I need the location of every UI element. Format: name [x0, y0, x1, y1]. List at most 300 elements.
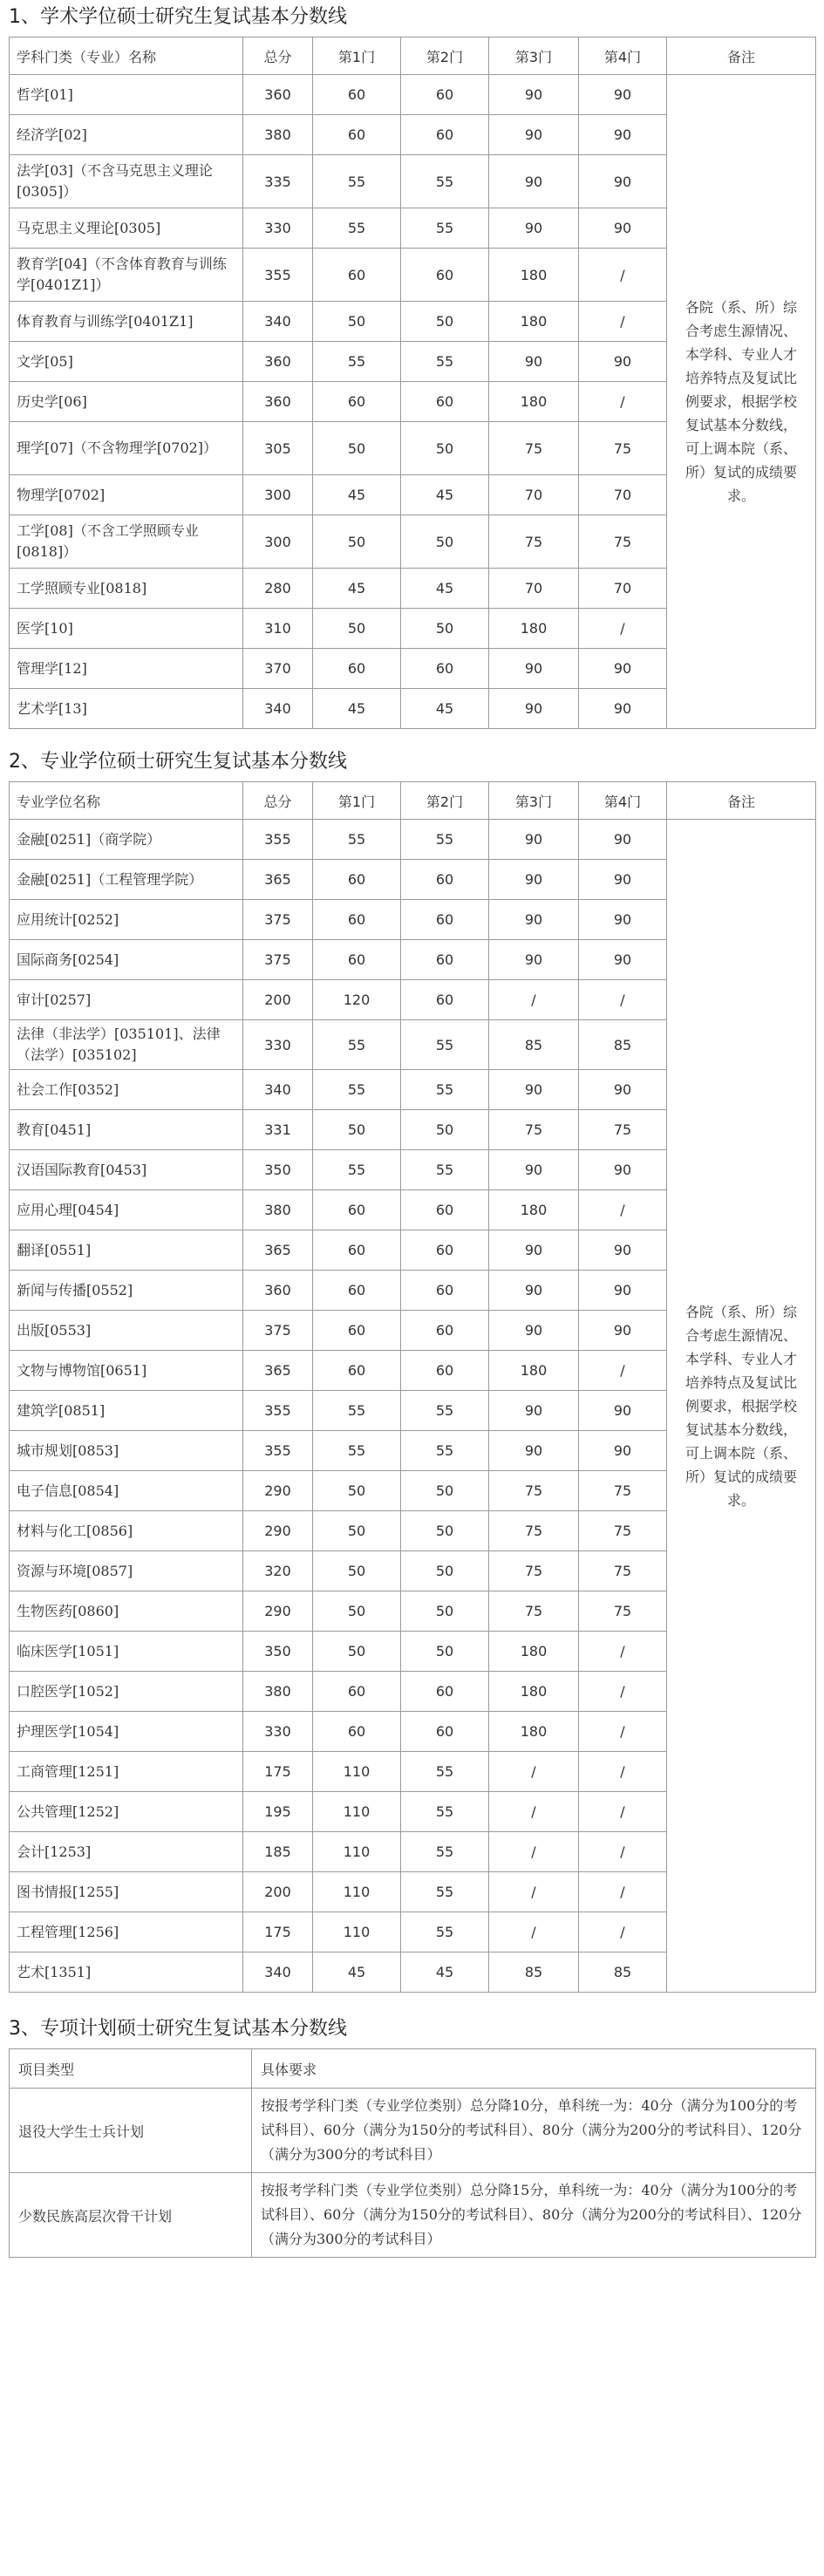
total-score-cell: 365 — [243, 1230, 313, 1271]
subject-3-cell: 180 — [489, 302, 579, 342]
subject-2-cell: 50 — [401, 422, 489, 475]
section-1-title: 1、学术学位硕士研究生复试基本分数线 — [9, 6, 347, 28]
subject-2-cell: 60 — [401, 1271, 489, 1311]
subject-4-cell: 75 — [579, 1591, 667, 1632]
subject-1-cell: 60 — [313, 115, 401, 155]
total-score-cell: 375 — [243, 900, 313, 940]
program-name-cell: 汉语国际教育[0453] — [10, 1150, 243, 1190]
page — [9, 0, 815, 2258]
subject-1-cell: 45 — [313, 1952, 401, 1993]
table-row — [10, 2089, 816, 2173]
subject-1-cell: 60 — [313, 1672, 401, 1712]
subject-3-cell: 75 — [489, 422, 579, 475]
subject-2-cell: 60 — [401, 940, 489, 980]
subject-1-cell: 50 — [313, 1551, 401, 1591]
subject-2-cell: 50 — [401, 1551, 489, 1591]
subject-2-cell: 60 — [401, 1230, 489, 1271]
subject-3-cell: 90 — [489, 1311, 579, 1351]
subject-4-cell: 90 — [579, 860, 667, 900]
total-score-cell: 175 — [243, 1752, 313, 1792]
subject-4-cell: 90 — [579, 649, 667, 689]
subject-3-cell: 75 — [489, 1591, 579, 1632]
subject-1-cell: 50 — [313, 1511, 401, 1551]
header-cell: 具体要求 — [252, 2049, 816, 2089]
subject-4-cell: 90 — [579, 820, 667, 860]
subject-2-cell: 55 — [401, 155, 489, 208]
academic-degree-table — [9, 37, 816, 729]
subject-3-cell: 180 — [489, 1351, 579, 1391]
program-name-cell: 文学[05] — [10, 342, 243, 382]
special-plan-table — [9, 2048, 816, 2258]
subject-2-cell: 55 — [401, 820, 489, 860]
total-score-cell: 280 — [243, 569, 313, 609]
subject-3-cell: 90 — [489, 860, 579, 900]
table-row — [10, 2173, 816, 2258]
subject-4-cell: 90 — [579, 75, 667, 115]
total-score-cell: 365 — [243, 1351, 313, 1391]
total-score-cell: 340 — [243, 689, 313, 729]
header-cell: 第3门 — [489, 37, 579, 75]
program-name-cell: 材料与化工[0856] — [10, 1511, 243, 1551]
subject-1-cell: 60 — [313, 1712, 401, 1752]
subject-4-cell: / — [579, 382, 667, 422]
header-cell: 第2门 — [401, 37, 489, 75]
program-name-cell: 图书情报[1255] — [10, 1872, 243, 1912]
subject-3-cell: 75 — [489, 1110, 579, 1150]
professional-degree-table — [9, 781, 816, 1993]
total-score-cell: 310 — [243, 609, 313, 649]
program-name-cell: 工学照顾专业[0818] — [10, 569, 243, 609]
subject-4-cell: 90 — [579, 1230, 667, 1271]
subject-3-cell: 180 — [489, 1190, 579, 1230]
total-score-cell: 290 — [243, 1471, 313, 1511]
subject-4-cell: 70 — [579, 569, 667, 609]
subject-2-cell: 55 — [401, 1150, 489, 1190]
program-name-cell: 经济学[02] — [10, 115, 243, 155]
subject-1-cell: 60 — [313, 382, 401, 422]
subject-1-cell: 50 — [313, 422, 401, 475]
subject-2-cell: 55 — [401, 1431, 489, 1471]
program-name-cell: 会计[1253] — [10, 1832, 243, 1872]
subject-2-cell: 55 — [401, 1752, 489, 1792]
subject-4-cell: 90 — [579, 940, 667, 980]
subject-1-cell: 110 — [313, 1912, 401, 1952]
subject-2-cell: 55 — [401, 342, 489, 382]
header-cell: 第2门 — [401, 782, 489, 820]
subject-1-cell: 60 — [313, 1230, 401, 1271]
section-2-title: 2、专业学位硕士研究生复试基本分数线 — [9, 751, 347, 773]
total-score-cell: 340 — [243, 302, 313, 342]
total-score-cell: 360 — [243, 382, 313, 422]
header-cell: 第1门 — [313, 782, 401, 820]
total-score-cell: 195 — [243, 1792, 313, 1832]
total-score-cell: 200 — [243, 1872, 313, 1912]
subject-4-cell: 75 — [579, 1551, 667, 1591]
program-name-cell: 理学[07]（不含物理学[0702]） — [10, 422, 243, 475]
subject-1-cell: 55 — [313, 208, 401, 249]
total-score-cell: 380 — [243, 1190, 313, 1230]
program-name-cell: 社会工作[0352] — [10, 1070, 243, 1110]
subject-4-cell: / — [579, 1190, 667, 1230]
subject-4-cell: 90 — [579, 115, 667, 155]
program-name-cell: 出版[0553] — [10, 1311, 243, 1351]
subject-3-cell: 75 — [489, 1551, 579, 1591]
subject-4-cell: 85 — [579, 1952, 667, 1993]
subject-2-cell: 50 — [401, 1632, 489, 1672]
subject-3-cell: 180 — [489, 1712, 579, 1752]
total-score-cell: 300 — [243, 515, 313, 569]
subject-4-cell: 90 — [579, 1150, 667, 1190]
subject-1-cell: 45 — [313, 569, 401, 609]
header-cell: 第3门 — [489, 782, 579, 820]
subject-3-cell: 90 — [489, 649, 579, 689]
program-name-cell: 口腔医学[1052] — [10, 1672, 243, 1712]
program-name-cell: 应用心理[0454] — [10, 1190, 243, 1230]
subject-2-cell: 50 — [401, 1591, 489, 1632]
subject-1-cell: 55 — [313, 1431, 401, 1471]
subject-3-cell: / — [489, 1792, 579, 1832]
total-score-cell: 320 — [243, 1551, 313, 1591]
subject-3-cell: 180 — [489, 1672, 579, 1712]
total-score-cell: 375 — [243, 1311, 313, 1351]
subject-2-cell: 45 — [401, 689, 489, 729]
subject-3-cell: / — [489, 1832, 579, 1872]
subject-4-cell: / — [579, 1832, 667, 1872]
subject-3-cell: 90 — [489, 900, 579, 940]
program-name-cell: 应用统计[0252] — [10, 900, 243, 940]
subject-1-cell: 45 — [313, 475, 401, 515]
subject-3-cell: 70 — [489, 569, 579, 609]
program-name-cell: 临床医学[1051] — [10, 1632, 243, 1672]
subject-3-cell: 90 — [489, 115, 579, 155]
subject-2-cell: 50 — [401, 515, 489, 569]
subject-4-cell: 75 — [579, 1511, 667, 1551]
subject-3-cell: 90 — [489, 1431, 579, 1471]
subject-4-cell: 85 — [579, 1020, 667, 1070]
subject-1-cell: 60 — [313, 940, 401, 980]
subject-2-cell: 60 — [401, 980, 489, 1020]
program-name-cell: 电子信息[0854] — [10, 1471, 243, 1511]
subject-1-cell: 60 — [313, 75, 401, 115]
subject-4-cell: / — [579, 1752, 667, 1792]
subject-2-cell: 55 — [401, 1391, 489, 1431]
program-name-cell: 工学[08]（不含工学照顾专业[0818]） — [10, 515, 243, 569]
subject-3-cell: 90 — [489, 342, 579, 382]
total-score-cell: 200 — [243, 980, 313, 1020]
subject-2-cell: 55 — [401, 1792, 489, 1832]
subject-2-cell: 45 — [401, 1952, 489, 1993]
total-score-cell: 300 — [243, 475, 313, 515]
total-score-cell: 380 — [243, 1672, 313, 1712]
total-score-cell: 375 — [243, 940, 313, 980]
subject-3-cell: 90 — [489, 1230, 579, 1271]
subject-1-cell: 120 — [313, 980, 401, 1020]
subject-1-cell: 60 — [313, 1351, 401, 1391]
subject-3-cell: 180 — [489, 249, 579, 302]
subject-3-cell: 70 — [489, 475, 579, 515]
total-score-cell: 331 — [243, 1110, 313, 1150]
subject-2-cell: 45 — [401, 569, 489, 609]
subject-3-cell: 75 — [489, 515, 579, 569]
remarks-note: 各院（系、所）综合考虑生源情况、本学科、专业人才培养特点及复试比例要求，根据学校复试基本分数线，可上调本院（系、所）复试的成绩要求。 — [667, 820, 816, 1993]
program-name-cell: 审计[0257] — [10, 980, 243, 1020]
header-cell: 第4门 — [579, 782, 667, 820]
total-score-cell: 185 — [243, 1832, 313, 1872]
program-name-cell: 法律（非法学）[035101]、法律（法学）[035102] — [10, 1020, 243, 1070]
subject-4-cell: 90 — [579, 1431, 667, 1471]
subject-3-cell: 85 — [489, 1020, 579, 1070]
subject-2-cell: 50 — [401, 609, 489, 649]
subject-4-cell: 90 — [579, 342, 667, 382]
subject-4-cell: / — [579, 1632, 667, 1672]
subject-2-cell: 55 — [401, 1070, 489, 1110]
total-score-cell: 380 — [243, 115, 313, 155]
total-score-cell: 335 — [243, 155, 313, 208]
subject-3-cell: 90 — [489, 689, 579, 729]
subject-3-cell: / — [489, 1752, 579, 1792]
subject-1-cell: 60 — [313, 900, 401, 940]
table-header-row — [10, 2049, 816, 2089]
subject-2-cell: 55 — [401, 1832, 489, 1872]
subject-4-cell: 75 — [579, 1471, 667, 1511]
subject-3-cell: 180 — [489, 609, 579, 649]
program-name-cell: 马克思主义理论[0305] — [10, 208, 243, 249]
subject-1-cell: 55 — [313, 342, 401, 382]
subject-2-cell: 60 — [401, 1190, 489, 1230]
program-name-cell: 艺术学[13] — [10, 689, 243, 729]
program-name-cell: 哲学[01] — [10, 75, 243, 115]
subject-4-cell: 90 — [579, 1311, 667, 1351]
subject-2-cell: 50 — [401, 1511, 489, 1551]
program-name-cell: 金融[0251]（商学院） — [10, 820, 243, 860]
section-3-title: 3、专项计划硕士研究生复试基本分数线 — [9, 2018, 347, 2040]
program-name-cell: 教育[0451] — [10, 1110, 243, 1150]
subject-2-cell: 50 — [401, 1471, 489, 1511]
total-score-cell: 340 — [243, 1952, 313, 1993]
subject-4-cell: / — [579, 249, 667, 302]
program-name-cell: 城市规划[0853] — [10, 1431, 243, 1471]
total-score-cell: 350 — [243, 1150, 313, 1190]
subject-3-cell: 180 — [489, 382, 579, 422]
subject-2-cell: 50 — [401, 1110, 489, 1150]
subject-1-cell: 60 — [313, 1190, 401, 1230]
subject-1-cell: 60 — [313, 649, 401, 689]
program-name-cell: 管理学[12] — [10, 649, 243, 689]
subject-1-cell: 55 — [313, 1150, 401, 1190]
subject-4-cell: 90 — [579, 1271, 667, 1311]
subject-2-cell: 50 — [401, 302, 489, 342]
program-name-cell: 体育教育与训练学[0401Z1] — [10, 302, 243, 342]
subject-3-cell: 180 — [489, 1632, 579, 1672]
subject-1-cell: 55 — [313, 1070, 401, 1110]
subject-2-cell: 60 — [401, 249, 489, 302]
total-score-cell: 355 — [243, 1391, 313, 1431]
subject-1-cell: 50 — [313, 1632, 401, 1672]
subject-1-cell: 55 — [313, 820, 401, 860]
subject-4-cell: / — [579, 1792, 667, 1832]
subject-3-cell: 75 — [489, 1471, 579, 1511]
header-cell: 备注 — [667, 37, 816, 75]
subject-4-cell: / — [579, 1912, 667, 1952]
plan-type-cell: 少数民族高层次骨干计划 — [10, 2173, 252, 2258]
subject-1-cell: 60 — [313, 249, 401, 302]
subject-1-cell: 110 — [313, 1832, 401, 1872]
total-score-cell: 355 — [243, 1431, 313, 1471]
subject-2-cell: 60 — [401, 900, 489, 940]
table-header-row — [10, 37, 816, 75]
subject-2-cell: 60 — [401, 382, 489, 422]
subject-1-cell: 110 — [313, 1792, 401, 1832]
subject-1-cell: 110 — [313, 1752, 401, 1792]
program-name-cell: 文物与博物馆[0651] — [10, 1351, 243, 1391]
requirement-cell: 按报考学科门类（专业学位类别）总分降15分，单科统一为：40分（满分为100分的考试科目）、60分（满分为150分的考试科目）、80分（满分为200分的考试科目）、120分（满分为300分的考试科目） — [252, 2173, 816, 2258]
subject-4-cell: 75 — [579, 1110, 667, 1150]
subject-4-cell: / — [579, 980, 667, 1020]
program-name-cell: 教育学[04]（不含体育教育与训练学[0401Z1]） — [10, 249, 243, 302]
total-score-cell: 365 — [243, 860, 313, 900]
subject-2-cell: 60 — [401, 860, 489, 900]
header-cell: 备注 — [667, 782, 816, 820]
subject-1-cell: 45 — [313, 689, 401, 729]
subject-3-cell: 90 — [489, 75, 579, 115]
header-cell: 项目类型 — [10, 2049, 252, 2089]
subject-4-cell: 90 — [579, 155, 667, 208]
total-score-cell: 330 — [243, 1020, 313, 1070]
subject-1-cell: 60 — [313, 860, 401, 900]
subject-2-cell: 55 — [401, 1912, 489, 1952]
subject-4-cell: 90 — [579, 1070, 667, 1110]
header-cell: 学科门类（专业）名称 — [10, 37, 243, 75]
header-cell: 第4门 — [579, 37, 667, 75]
program-name-cell: 新闻与传播[0552] — [10, 1271, 243, 1311]
total-score-cell: 360 — [243, 75, 313, 115]
program-name-cell: 公共管理[1252] — [10, 1792, 243, 1832]
subject-3-cell: 90 — [489, 1070, 579, 1110]
subject-3-cell: 90 — [489, 820, 579, 860]
total-score-cell: 360 — [243, 1271, 313, 1311]
program-name-cell: 金融[0251]（工程管理学院） — [10, 860, 243, 900]
subject-2-cell: 60 — [401, 649, 489, 689]
subject-1-cell: 55 — [313, 155, 401, 208]
subject-3-cell: 90 — [489, 155, 579, 208]
remarks-note: 各院（系、所）综合考虑生源情况、本学科、专业人才培养特点及复试比例要求，根据学校复试基本分数线，可上调本院（系、所）复试的成绩要求。 — [667, 75, 816, 729]
table-row — [10, 820, 816, 860]
program-name-cell: 生物医药[0860] — [10, 1591, 243, 1632]
subject-3-cell: / — [489, 1912, 579, 1952]
header-cell: 总分 — [243, 37, 313, 75]
table-header-row — [10, 782, 816, 820]
subject-4-cell: / — [579, 609, 667, 649]
subject-2-cell: 55 — [401, 1872, 489, 1912]
subject-3-cell: 90 — [489, 1391, 579, 1431]
plan-type-cell: 退役大学生士兵计划 — [10, 2089, 252, 2173]
subject-4-cell: 90 — [579, 689, 667, 729]
subject-3-cell: / — [489, 1872, 579, 1912]
subject-3-cell: 75 — [489, 1511, 579, 1551]
total-score-cell: 330 — [243, 208, 313, 249]
program-name-cell: 国际商务[0254] — [10, 940, 243, 980]
subject-4-cell: / — [579, 1672, 667, 1712]
subject-2-cell: 60 — [401, 1712, 489, 1752]
total-score-cell: 350 — [243, 1632, 313, 1672]
subject-3-cell: 85 — [489, 1952, 579, 1993]
subject-4-cell: 70 — [579, 475, 667, 515]
subject-4-cell: 75 — [579, 422, 667, 475]
total-score-cell: 370 — [243, 649, 313, 689]
header-cell: 第1门 — [313, 37, 401, 75]
total-score-cell: 290 — [243, 1591, 313, 1632]
subject-2-cell: 60 — [401, 115, 489, 155]
subject-1-cell: 55 — [313, 1020, 401, 1070]
program-name-cell: 医学[10] — [10, 609, 243, 649]
program-name-cell: 资源与环境[0857] — [10, 1551, 243, 1591]
subject-3-cell: 90 — [489, 940, 579, 980]
program-name-cell: 工程管理[1256] — [10, 1912, 243, 1952]
total-score-cell: 355 — [243, 249, 313, 302]
subject-4-cell: 75 — [579, 515, 667, 569]
subject-1-cell: 110 — [313, 1872, 401, 1912]
subject-1-cell: 50 — [313, 515, 401, 569]
total-score-cell: 175 — [243, 1912, 313, 1952]
total-score-cell: 330 — [243, 1712, 313, 1752]
subject-4-cell: / — [579, 1872, 667, 1912]
total-score-cell: 360 — [243, 342, 313, 382]
subject-4-cell: / — [579, 1351, 667, 1391]
program-name-cell: 护理医学[1054] — [10, 1712, 243, 1752]
subject-2-cell: 55 — [401, 1020, 489, 1070]
subject-2-cell: 60 — [401, 1351, 489, 1391]
subject-1-cell: 50 — [313, 609, 401, 649]
subject-3-cell: 90 — [489, 208, 579, 249]
subject-2-cell: 45 — [401, 475, 489, 515]
total-score-cell: 355 — [243, 820, 313, 860]
requirement-cell: 按报考学科门类（专业学位类别）总分降10分，单科统一为：40分（满分为100分的考试科目）、60分（满分为150分的考试科目）、80分（满分为200分的考试科目）、120分（满分为300分的考试科目） — [252, 2089, 816, 2173]
program-name-cell: 工商管理[1251] — [10, 1752, 243, 1792]
subject-1-cell: 50 — [313, 1110, 401, 1150]
table-row — [10, 75, 816, 115]
subject-2-cell: 60 — [401, 75, 489, 115]
subject-4-cell: 90 — [579, 208, 667, 249]
subject-2-cell: 55 — [401, 208, 489, 249]
subject-1-cell: 50 — [313, 1471, 401, 1511]
total-score-cell: 305 — [243, 422, 313, 475]
subject-4-cell: 90 — [579, 1391, 667, 1431]
program-name-cell: 艺术[1351] — [10, 1952, 243, 1993]
subject-4-cell: 90 — [579, 900, 667, 940]
program-name-cell: 历史学[06] — [10, 382, 243, 422]
program-name-cell: 物理学[0702] — [10, 475, 243, 515]
header-cell: 专业学位名称 — [10, 782, 243, 820]
total-score-cell: 340 — [243, 1070, 313, 1110]
total-score-cell: 290 — [243, 1511, 313, 1551]
subject-1-cell: 50 — [313, 302, 401, 342]
subject-3-cell: 90 — [489, 1150, 579, 1190]
program-name-cell: 建筑学[0851] — [10, 1391, 243, 1431]
subject-3-cell: 90 — [489, 1271, 579, 1311]
subject-1-cell: 50 — [313, 1591, 401, 1632]
subject-2-cell: 60 — [401, 1311, 489, 1351]
subject-1-cell: 60 — [313, 1311, 401, 1351]
header-cell: 总分 — [243, 782, 313, 820]
subject-1-cell: 60 — [313, 1271, 401, 1311]
subject-4-cell: / — [579, 1712, 667, 1752]
subject-4-cell: / — [579, 302, 667, 342]
program-name-cell: 翻译[0551] — [10, 1230, 243, 1271]
program-name-cell: 法学[03]（不含马克思主义理论[0305]） — [10, 155, 243, 208]
subject-1-cell: 55 — [313, 1391, 401, 1431]
subject-3-cell: / — [489, 980, 579, 1020]
subject-2-cell: 60 — [401, 1672, 489, 1712]
